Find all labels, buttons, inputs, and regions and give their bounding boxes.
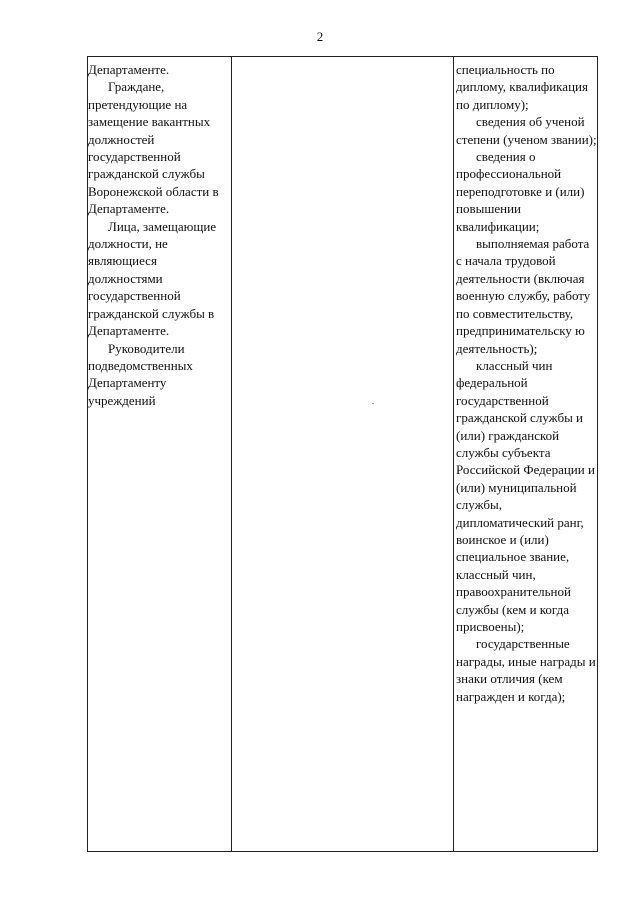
column-divider-1 [231,57,232,851]
table-cell-column-1 [88,61,226,409]
scan-speck [372,403,374,404]
column-divider-2 [453,57,454,851]
cell-paragraph: выполняемая работа с начала трудовой деятельности (включая военную службу, работу по совместительству, предпринимательску ю деятельность); [456,236,591,356]
cell-paragraph: Граждане, претендующие на замещение вакантных должностей государственной гражданской службы Воронежской области в Департаменте. [88,79,219,217]
cell-paragraph: сведения об ученой степени (ученом звании); [456,114,597,147]
page-number: 2 [316,29,324,44]
cell-paragraph: специальность по диплому, квалификация по диплому); [456,62,588,112]
cell-paragraph: сведения о профессиональной переподготовке и (или) повышении квалификации; [456,149,585,234]
cell-paragraph: классный чин федеральной государственной гражданской службы и (или) гражданской службы субъекта Российской Федерации и (или) муниципальной службы, дипломатический ранг, воинское и (или) специальное звание, классный чин, правоохранительной службы (кем и когда присвоены); [456,357,595,634]
table-cell-column-3 [456,61,598,705]
document-table [87,56,598,852]
cell-paragraph: Департаменте. [88,62,170,77]
cell-paragraph: Руководители подведомственных Департаменту учреждений [88,340,193,408]
cell-paragraph: государственные награды, иные награды и знаки отличия (кем награжден и когда); [456,636,596,704]
cell-paragraph: Лица, замещающие должности, не являющиеся должностями государственной гражданской службы в Департаменте. [88,218,217,339]
